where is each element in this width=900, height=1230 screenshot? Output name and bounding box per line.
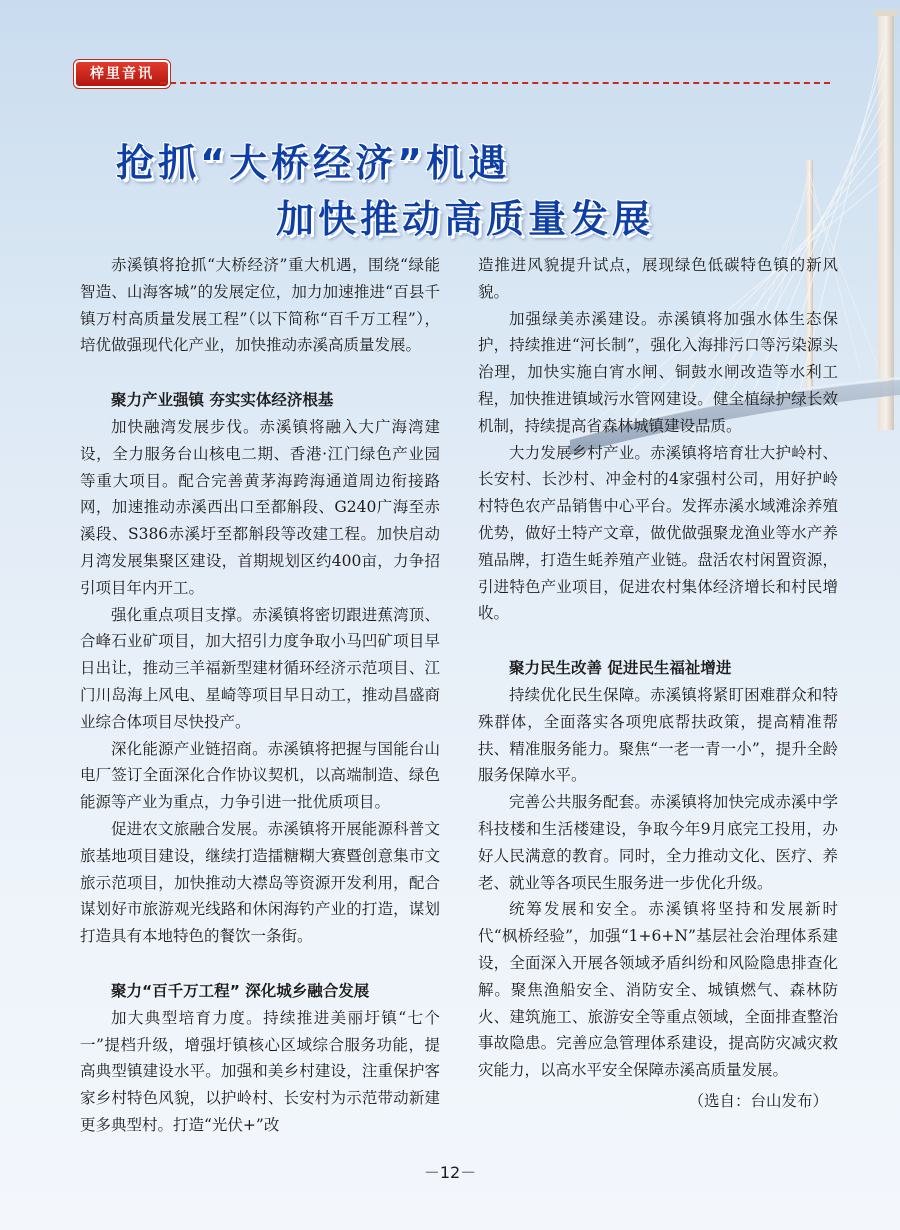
paragraph: 赤溪镇将抢抓“大桥经济”重大机遇，围绕“绿能智造、山海客城”的发展定位，加力加速推进“百县千镇万村高质量发展工程”（以下简称“百千万工程”），培优做强现代化产业，加快推动赤溪高质量发展。: [80, 256, 440, 355]
paragraph: 造推进风貌提升试点，展现绿色低碳特色镇的新风貌。: [478, 256, 838, 301]
paragraph: 完善公共服务配套。赤溪镇将加快完成赤溪中学科技楼和生活楼建设，争取今年9月底完工投用，办好人民满意的教育。同时，全力推动文化、医疗、养老、就业等各项民生服务进一步优化升级。: [478, 793, 838, 892]
paragraph: 加大典型培育力度。持续推进美丽圩镇“七个一”提档升级，增强圩镇核心区域综合服务功能，提高典型镇建设水平。加强和美乡村建设，注重保护客家乡村特色风貌，以护岭村、长安村为示范带动新建更多典型村。打造“光伏+”改: [80, 1008, 440, 1134]
section-heading: 聚力民生改善 促进民生福祉增进: [509, 659, 732, 678]
section-heading: 聚力“百千万工程” 深化城乡融合发展: [111, 981, 370, 1000]
page-number: －12－: [423, 1163, 477, 1182]
paragraph: 促进农文旅融合发展。赤溪镇将开展能源科普文旅基地项目建设，继续打造擂糖糊大赛暨创意集市文旅示范项目，加快推动大襟岛等资源开发利用，配合谋划好市旅游观光线路和休闲海钓产业的打造，谋划打造具有本地特色的餐饮一条街。: [80, 819, 440, 946]
paragraph: 强化重点项目支撑。赤溪镇将密切跟进蕉湾顶、合峰石业矿项目，加大招引力度争取小马凹矿项目早日出让，推动三羊福新型建材循环经济示范项目、江门川岛海上风电、星崎等项目早日动工，推动昌盛商业综合体项目尽快投产。: [80, 605, 440, 731]
paragraph: 深化能源产业链招商。赤溪镇将把握与国能台山电厂签订全面深化合作协议契机，以高端制造、绿色能源等产业为重点，力争引进一批优质项目。: [80, 739, 440, 812]
article-title-line-1: 抢抓“大桥经济”机遇: [116, 141, 510, 185]
right-column: [478, 252, 838, 1115]
section-tag: 梓里音讯: [74, 60, 170, 88]
paragraph: 持续优化民生保障。赤溪镇将紧盯困难群众和特殊群体，全面落实各项兜底帮扶政策，提高精准帮扶、精准服务能力。聚焦“一老一青一小”，提升全龄服务保障水平。: [478, 685, 838, 785]
paragraph: 加快融湾发展步伐。赤溪镇将融入大广海湾建设，全力服务台山核电二期、香港·江门绿色产业园等重大项目。配合完善黄茅海跨海通道周边衔接路网，加速推动赤溪西出口至都斛段、G240广海至赤溪段、S386赤溪圩至都斛段等改建工程。加快启动月湾发展集聚区建设，首期规划区约400亩，力争招引项目年内开工。: [80, 417, 440, 597]
paragraph: 统筹发展和安全。赤溪镇将坚持和发展新时代“枫桥经验”，加强“1+6+N”基层社会治理体系建设，全面深入开展各领域矛盾纠纷和风险隐患排查化解。聚焦渔船安全、消防安全、城镇燃气、森林防火、建筑施工、旅游安全等重点领域，全面排查整治事故隐患。完善应急管理体系建设，提高防灾减灾救灾能力，以高水平安全保障赤溪高质量发展。: [478, 900, 838, 1080]
section-heading: 聚力产业强镇 夯实实体经济根基: [111, 391, 334, 410]
article-title-line-2: 加快推动高质量发展: [276, 197, 655, 241]
source-credit: （选自：台山发布）: [688, 1091, 828, 1110]
paragraph: 加强绿美赤溪建设。赤溪镇将加强水体生态保护，持续推进“河长制”，强化入海排污口等污染源头治理，加快实施白宵水闸、铜鼓水闸改造等水利工程，加快推进镇域污水管网建设。健全植绿护绿长效机制，持续提高省森林城镇建设品质。: [478, 309, 838, 435]
paragraph: 大力发展乡村产业。赤溪镇将培育壮大护岭村、长安村、长沙村、冲金村的4家强村公司，用好护岭村特色农产品销售中心平台。发挥赤溪水域滩涂养殖优势，做好土特产文章，做优做强聚龙渔业等水产养殖品牌，打造生蚝养殖产业链。盘活农村闲置资源，引进特色产业项目，促进农村集体经济增长和村民增收。: [478, 443, 838, 623]
header-dashed-rule: [160, 82, 830, 84]
left-column: [80, 252, 440, 1139]
